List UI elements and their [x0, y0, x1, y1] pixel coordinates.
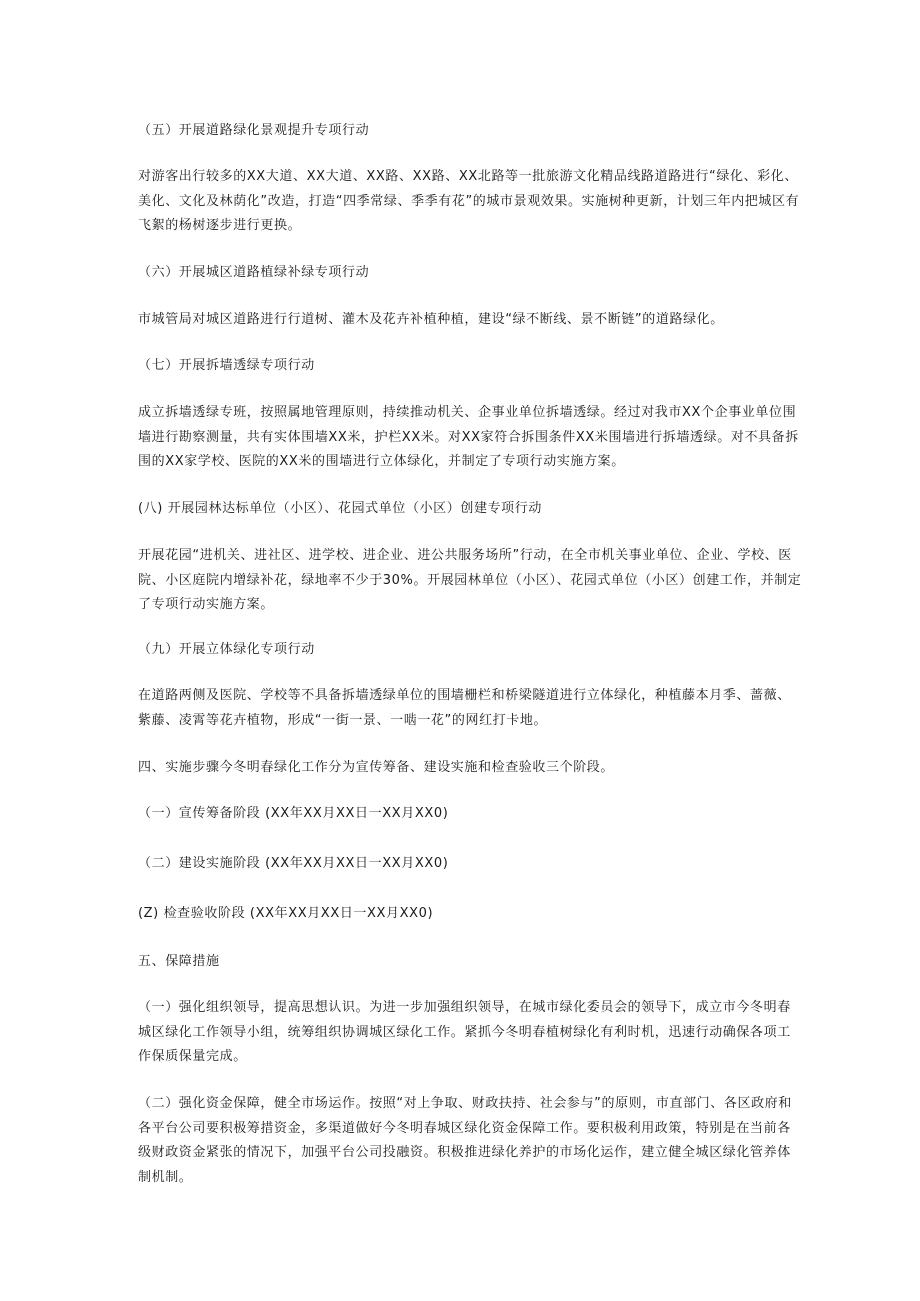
- stage-2: （二）建设实施阶段 (XX年XX月XX日一XX月XX0): [138, 856, 449, 871]
- section-heading-9: （九）开展立体绿化专项行动: [138, 642, 315, 657]
- section-paragraph-5: 对游客出行较多的XX大道、XX大道、XX路、XX路、XX北路等一批旅游文化精品线路道路进行“绿化、彩化、美化、文化及林荫化”改造，打造“四季常绿、季季有花”的城市景观效果。实施树种更新，计划三年内把城区有飞絮的杨树逐步进行更换。: [138, 169, 800, 233]
- guarantee-2: （二）强化资金保障，健全市场运作。按照“对上争取、财政扶持、社会参与”的原则，市直部门、各区政府和各平台公司要积极筹措资金，多渠道做好今冬明春城区绿化资金保障工作。要积极利用政策，特别是在当前各级财政资金紧张的情况下，加强平台公司投融资。积极推进绿化养护的市场化运作，建立健全城区绿化管养体制机制。: [138, 1096, 792, 1185]
- section-paragraph-7: 成立拆墙透绿专班，按照属地管理原则，持续推动机关、企事业单位拆墙透绿。经过对我市XX个企事业单位围墙进行勘察测量，共有实体围墙XX米，护栏XX米。对XX家符合拆围条件XX米围墙进行拆墙透绿。对不具备拆围的XX家学校、医院的XX米的围墙进行立体绿化，并制定了专项行动实施方案。: [138, 405, 799, 469]
- section-heading-7: （七）开展拆墙透绿专项行动: [138, 358, 315, 373]
- stage-3: (Z) 检查验收阶段 (XX年XX月XX日一XX月XX0): [138, 906, 434, 921]
- section-4-intro: 四、实施步骤今冬明春绿化工作分为宣传筹备、建设实施和检查验收三个阶段。: [138, 760, 615, 775]
- section-heading-8: (八) 开展园林达标单位（小区）、花园式单位（小区）创建专项行动: [138, 501, 542, 516]
- section-paragraph-9: 在道路两侧及医院、学校等不具备拆墙透绿单位的围墙栅栏和桥梁隧道进行立体绿化，种植藤本月季、蔷薇、紫藤、凌霄等花卉植物，形成“一街一景、一啮一花”的网红打卡地。: [138, 688, 791, 728]
- stage-1: （一）宣传筹备阶段 (XX年XX月XX日一XX月XX0): [138, 806, 449, 821]
- section-heading-6: （六）开展城区道路植绿补绿专项行动: [138, 265, 370, 280]
- section-heading-5: （五）开展道路绿化景观提升专项行动: [138, 123, 370, 138]
- section-paragraph-8: 开展花园“进机关、进社区、进学校、进企业、进公共服务场所”行动，在全市机关事业单位、企业、学校、医院、小区庭院内增绿补花，绿地率不少于30%。开展园林单位（小区）、花园式单位（小区）创建工作，并制定了专项行动实施方案。: [138, 548, 802, 612]
- guarantee-1: （一）强化组织领导，提高思想认识。为进一步加强组织领导，在城市绿化委员会的领导下，成立市今冬明春城区绿化工作领导小组，统筹组织协调城区绿化工作。紧抓今冬明春植树绿化有利时机，迅速行动确保各项工作保质保量完成。: [138, 1000, 791, 1064]
- section-5-heading: 五、保障措施: [138, 954, 220, 969]
- section-paragraph-6: 市城管局对城区道路进行行道树、灌木及花卉补植种植，建设“绿不断线、景不断链”的道路绿化。: [138, 312, 724, 327]
